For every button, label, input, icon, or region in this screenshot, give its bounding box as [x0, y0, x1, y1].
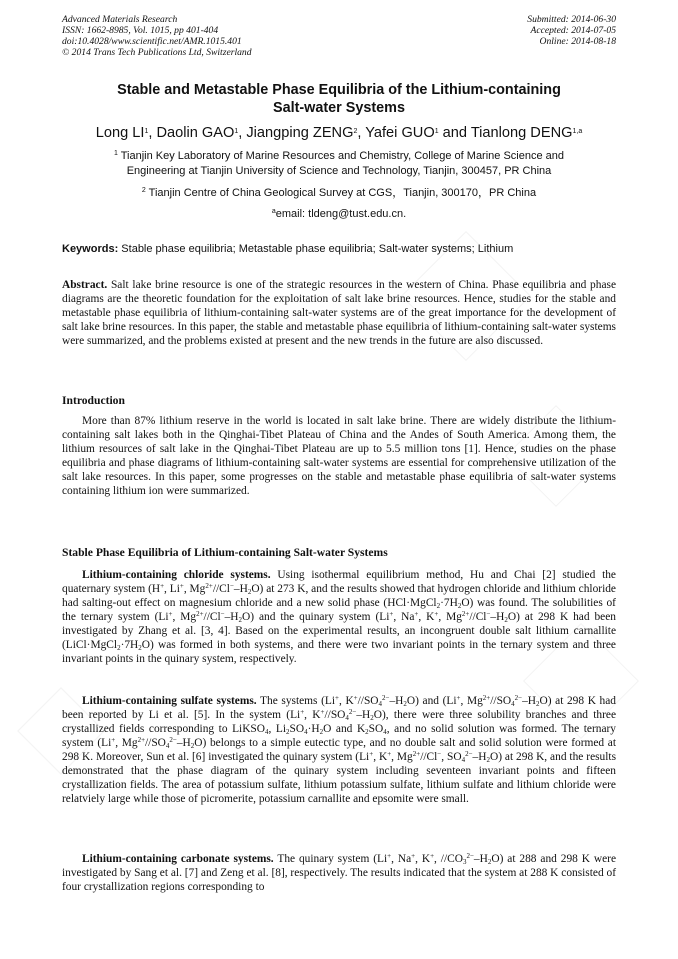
author: Jiangping ZENG — [246, 125, 354, 141]
accepted-date: Accepted: 2014-07-05 — [530, 25, 616, 36]
affil-mark: a — [271, 208, 276, 215]
superscript: − — [229, 582, 234, 590]
text-run: O) was found. The solubilities of the ternary system (Li — [62, 597, 616, 623]
affil-mark: 1 — [113, 150, 118, 157]
subscript: 2 — [457, 602, 462, 610]
superscript: + — [335, 694, 339, 702]
introduction-paragraph: More than 87% lithium reserve in the world is located in salt lake brine. There are widely distribute the lithium-containing salt lakes both in the Qinghai-Tibet Plateau of China and the Andes of South America. Among them, the lithium resources of salt lake in the Qinghai-Tibet Plateau are up to 5.5 million tons [1]. Hence, studies on the phase equilibria and phase diagrams of lithium-containing salt-water systems are essential for comprehensive utilization of the salt lake resources. In this paper, some progresses on the stable and metastable phase equilibria of salt-water systems containing lithium ion were summarized. — [62, 415, 616, 497]
superscript: − — [437, 750, 442, 758]
keywords-label: Keywords: — [62, 243, 119, 255]
text-run: //SO — [357, 695, 379, 707]
subsection-label: Lithium-containing carbonate systems. — [82, 853, 274, 865]
text-run: –H — [473, 853, 488, 865]
superscript: + — [369, 750, 374, 758]
text-run: //SO — [490, 695, 512, 707]
superscript: + — [434, 610, 439, 618]
section-heading-stable: Stable Phase Equilibria of Lithium-containing Salt-water Systems — [62, 546, 388, 559]
superscript: 2− — [169, 736, 177, 744]
author-affil-mark: 2 — [353, 128, 358, 135]
text-run: –H — [522, 695, 536, 707]
separator: and — [438, 125, 471, 141]
text-run: O) at 298 K had been reported by Li et al. [5]. In the system (Li — [62, 695, 616, 721]
section-heading-introduction: Introduction — [62, 394, 125, 407]
text-run: The systems (Li — [256, 695, 336, 707]
text-run: , SO — [441, 751, 462, 763]
subscript: 2 — [319, 728, 324, 736]
author: Daolin GAO — [156, 125, 235, 141]
text-run: , K — [415, 853, 431, 865]
abstract — [62, 278, 616, 348]
superscript: + — [456, 694, 461, 702]
superscript: + — [430, 852, 435, 860]
text-run: , Na — [391, 853, 412, 865]
abstract-text: Salt lake brine resource is one of the strategic resources in the western of China. Phase equilibria and phase diagrams are the theoretic foundation for the exploitation of salt lake brine resources. Hence, studies for the stable and metastable phase equilibria of lithium-containing salt-water systems are of the great importance for the development of salt lake brine resources. In this paper, the stable and metastable phase equilibria of lithium-containing salt-water systems were summarized, and the problems existed at present and the new trends in the future are also discussed. — [62, 279, 616, 347]
subsection-label: Lithium-containing chloride systems. — [82, 569, 271, 581]
superscript: 2+ — [461, 610, 470, 618]
affil-text: Engineering at Tianjin University of Science and Technology, Tianjin, 300457, PR China — [126, 165, 552, 177]
text-run: , Mg — [172, 611, 197, 623]
subscript: 2 — [536, 700, 540, 708]
subscript: 4 — [165, 742, 170, 750]
text-run: , Mg — [438, 611, 462, 623]
separator: , — [148, 125, 157, 141]
superscript: + — [111, 736, 116, 744]
subscript: 2 — [487, 858, 492, 866]
subscript: 4 — [378, 700, 383, 708]
text-run: , Mg — [183, 583, 206, 595]
email-link[interactable]: email: tldeng@tust.edu.cn. — [275, 208, 407, 220]
text-run: , K — [373, 751, 388, 763]
text-run: O and K — [323, 723, 366, 735]
text-run: –H — [472, 751, 487, 763]
superscript: + — [387, 750, 392, 758]
subscript: 2 — [504, 616, 508, 624]
title-line: Stable and Metastable Phase Equilibria of the Lithium-containing — [117, 82, 561, 98]
text-run: O), there were three solubility branches and three crystallized fields corresponding to LiKSO — [62, 709, 617, 735]
subscript: 2 — [238, 616, 242, 624]
subscript: 4 — [383, 728, 387, 736]
author-affil-mark: 1,a — [572, 128, 583, 135]
superscript: + — [414, 610, 419, 618]
subscript: 2 — [365, 728, 369, 736]
submitted-date: Submitted: 2014-06-30 — [527, 14, 616, 25]
text-run: O) at 298 K had been investigated by Zhang et al. [3, 4]. Based on the experimental results, an incongruent double salt lithium carnallite (LiCl·MgCl — [62, 611, 616, 651]
text-run: , Mg — [460, 695, 483, 707]
text-run: , Na — [393, 611, 415, 623]
separator: , — [357, 125, 366, 141]
online-date: Online: 2014-08-18 — [539, 36, 616, 47]
text-run: –H — [176, 737, 191, 749]
text-run: , //CO — [434, 853, 463, 865]
title-line: Salt-water Systems — [273, 100, 405, 116]
author: Long LI — [95, 125, 145, 141]
text-run: //SO — [324, 709, 346, 721]
subscript: 3 — [462, 858, 467, 866]
text-run: O) at 288 and 298 K were investigated by Sang et al. [7] and Zeng et al. [8], respectively. The results indicated that the system at 288 K consisted of four crystallization regions corresponding to — [62, 853, 617, 893]
superscript: + — [168, 610, 173, 618]
text-run: ·7H — [120, 639, 139, 651]
subscript: 4 — [265, 728, 269, 736]
dates-header — [527, 14, 616, 47]
journal-header — [62, 14, 252, 58]
superscript: 2− — [514, 694, 523, 702]
text-run: //SO — [145, 737, 166, 749]
text-run: –H — [389, 695, 404, 707]
superscript: + — [320, 708, 325, 716]
subscript: 2 — [436, 602, 441, 610]
superscript: + — [179, 582, 184, 590]
text-run: , and no solid solution was formed. The ternary system (Li — [62, 723, 616, 749]
text-run: //Cl — [212, 583, 230, 595]
text-run: SO — [368, 723, 384, 735]
superscript: 2− — [382, 694, 390, 702]
issn-line: ISSN: 1662-8985, Vol. 1015, pp 401-404 — [62, 25, 219, 36]
superscript: 2+ — [412, 750, 421, 758]
copyright-line: © 2014 Trans Tech Publications Ltd, Switzerland — [62, 47, 252, 58]
superscript: 2+ — [196, 610, 204, 618]
subscript: 2 — [138, 644, 142, 652]
affiliation-1 — [62, 149, 616, 179]
affiliation-2 — [62, 186, 616, 201]
subscript: 2 — [403, 700, 407, 708]
keywords — [62, 242, 616, 256]
text-run: , K — [304, 709, 321, 721]
text-run: –H — [224, 611, 239, 623]
author-affil-mark: 1 — [234, 128, 239, 135]
text-run: O) and (Li — [406, 695, 457, 707]
text-run: SO — [289, 723, 305, 735]
text-run: Using isothermal equilibrium method, Hu and Chai [2] studied the quaternary system (H — [62, 569, 616, 595]
subscript: 2 — [247, 588, 252, 596]
superscript: 2+ — [137, 736, 146, 744]
journal-name: Advanced Materials Research — [62, 14, 178, 25]
superscript: + — [300, 708, 305, 716]
superscript: 2+ — [205, 582, 213, 590]
text-run: //Cl — [469, 611, 487, 623]
text-run: , Li — [164, 583, 180, 595]
doi-link[interactable]: doi:10.4028/www.scientific.net/AMR.1015.401 — [62, 36, 242, 47]
text-run: O) belongs to a simple eutectic type, and no double salt and solid solution were formed at 298 K. Moreover, Sun et al. [6] investigated the quinary system (Li — [62, 737, 616, 763]
carbonate-paragraph — [62, 852, 616, 894]
superscript: − — [486, 610, 491, 618]
text-run: –H — [356, 709, 371, 721]
text-run: ·H — [307, 723, 320, 735]
author: Tianlong DENG — [470, 125, 573, 141]
text-run: , K — [418, 611, 435, 623]
superscript: − — [220, 610, 225, 618]
author-affil-mark: 1 — [144, 128, 149, 135]
text-run: The quinary system (Li — [273, 853, 388, 865]
subscript: 4 — [461, 756, 466, 764]
abstract-label: Abstract. — [62, 279, 108, 291]
author-list — [40, 124, 638, 142]
chloride-paragraph — [62, 568, 616, 666]
subscript: 2 — [117, 644, 121, 652]
subsection-label: Lithium-containing sulfate systems. — [82, 695, 257, 707]
text-run: , Mg — [115, 737, 138, 749]
subscript: 2 — [286, 728, 290, 736]
subscript: 4 — [511, 700, 515, 708]
author: Yafei GUO — [365, 125, 435, 141]
text-run: O) at 273 K, and the results showed that hydrogen chloride and lithium chloride had salting-out effect on magnesium chloride and a new solid phase (HCl·MgCl — [62, 583, 616, 609]
text-run: //Cl — [203, 611, 221, 623]
author-affil-mark: 1 — [434, 128, 439, 135]
separator: , — [238, 125, 247, 141]
text-run: //Cl — [420, 751, 438, 763]
text-run: O) at 298 K, and the results demonstrated that the phase diagram of the quinary system including seventeen invariant points and fifteen crystallization fields. The area of potassium sulfate, lithium potassium sulfate, lithium sulfate and lithium chloride were relatviely large while those of picromerite, potassium carnallite and epsomite were small. — [62, 751, 617, 805]
subscript: 4 — [304, 728, 308, 736]
paper-title — [62, 81, 616, 117]
superscript: + — [411, 852, 416, 860]
text-run: ·7H — [440, 597, 458, 609]
affil-mark: 2 — [141, 187, 146, 194]
keywords-text: Stable phase equilibria; Metastable phase equilibria; Salt-water systems; Lithium — [118, 243, 514, 255]
text-run: , Li — [268, 723, 287, 735]
superscript: + — [389, 610, 394, 618]
text-run: O) was formed in both systems, and there were two invariant points in the ternary system and three invariant points in the quinary system, respectively. — [62, 639, 616, 665]
superscript: 2− — [466, 852, 474, 860]
superscript: + — [160, 582, 165, 590]
superscript: 2− — [465, 750, 473, 758]
affil-text: Tianjin Centre of China Geological Survey at CGS，Tianjin, 300170，PR China — [145, 187, 537, 199]
text-run: O) and the quinary system (Li — [242, 611, 390, 623]
superscript: + — [353, 694, 358, 702]
text-run: –H — [233, 583, 248, 595]
text-run: –H — [490, 611, 505, 623]
sulfate-paragraph — [62, 694, 616, 806]
subscript: 2 — [370, 714, 374, 722]
affil-text: Tianjin Key Laboratory of Marine Resources and Chemistry, College of Marine Science and — [117, 150, 565, 162]
text-run: , K — [338, 695, 354, 707]
subscript: 2 — [190, 742, 195, 750]
superscript: 2+ — [482, 694, 491, 702]
superscript: 2− — [348, 708, 357, 716]
text-run: , Mg — [391, 751, 413, 763]
email-line — [62, 207, 616, 222]
subscript: 4 — [345, 714, 349, 722]
subscript: 2 — [486, 756, 490, 764]
superscript: + — [387, 852, 392, 860]
